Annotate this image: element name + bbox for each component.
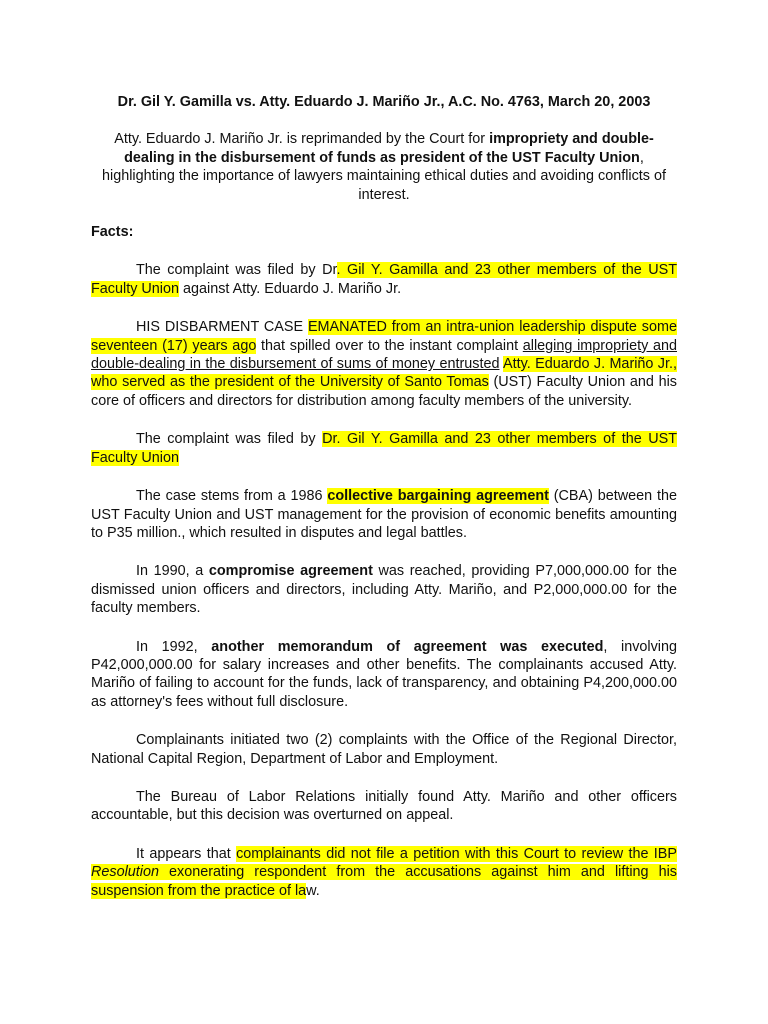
underlined-text: alleging impropriety and double-dealing in the disbursement of sums of money entrusted [91,337,677,373]
text-run: (UST) Faculty Union and his core of officers and directors for distribution among faculty members of the university. [91,374,677,409]
highlighted-text: EMANATED from an intra-union leadership dispute some seventeen (17) years ago [91,319,677,354]
text-run: In 1992, [136,638,212,655]
text-run: HIS DISBARMENT CASE [136,319,308,336]
highlighted-text: exonerating respondent from the accusations against him and lifting his suspension from the practice of la [91,864,677,899]
fact-paragraph-1 [91,261,677,298]
summary-text: Atty. Eduardo J. Mariño Jr. is reprimanded by the Court for [114,131,490,148]
fact-paragraph-6 [91,638,677,712]
text-run: In 1990, a [136,563,209,580]
text-run: The case stems from a 1986 [136,488,328,505]
fact-paragraph-5 [91,562,677,617]
text-run: was reached, providing P7,000,000.00 for the dismissed union officers and directors, including Atty. Mariño, and P2,000,000.00 for the faculty members. [91,563,678,617]
facts-heading: Facts: [91,224,134,241]
text-run: against Atty. Eduardo J. Mariño Jr. [178,280,402,297]
fact-paragraph-4 [91,487,677,542]
highlighted-text: Dr. Gil Y. Gamilla and 23 other members of the UST Faculty Union [91,431,677,466]
fact-paragraph-9 [91,845,677,900]
text-run: that spilled over to the instant complaint [256,337,523,354]
highlighted-italic-text: Resolution [91,864,159,881]
text-run: , involving P42,000,000.00 for salary increases and other benefits. The complainants accused Atty. Mariño of failing to account for the funds, lack of transparency, and obtaining P4,200,000.00 as attorney's fees without full disclosure. [91,638,678,710]
fact-paragraph-7: Complainants initiated two (2) complaints with the Office of the Regional Director, National Capital Region, Department of Labor and Employment. [91,732,677,767]
summary-text-end: , highlighting the importance of lawyers maintaining ethical duties and avoiding conflicts of interest. [102,149,666,203]
document-body [91,93,677,900]
case-title: Dr. Gil Y. Gamilla vs. Atty. Eduardo J. Mariño Jr., A.C. No. 4763, March 20, 2003 [117,94,651,110]
fact-paragraph-3 [91,430,677,467]
highlighted-text: complainants did not file a petition with this Court to review the IBP [236,845,678,862]
summary-bold-text: impropriety and double-dealing in the disbursement of funds as president of the UST Faculty Union [124,131,654,166]
bold-text: compromise agreement [208,563,373,580]
fact-paragraph-8: The Bureau of Labor Relations initially found Atty. Mariño and other officers accountable, but this decision was overturned on appeal. [91,788,677,824]
highlighted-text: . Gil Y. Gamilla and 23 other members of the UST Faculty Union [91,262,677,297]
highlighted-bold-text: collective bargaining agreement [327,488,549,505]
text-run: The complaint was filed by [136,431,323,448]
fact-paragraph-2 [91,318,677,410]
text-run: w. [306,882,320,899]
text-run: It appears that [136,845,237,862]
text-run: The complaint was filed by Dr [136,262,337,279]
bold-text: another memorandum of agreement was executed [211,638,604,655]
text-run: (CBA) between the UST Faculty Union and UST management for the provision of economic benefits amounting to P35 million., which resulted in disputes and legal battles. [91,488,677,541]
case-summary [91,130,677,204]
highlighted-text: Atty. Eduardo J. Mariño Jr., who served as the president of the University of Santo Tomas [91,356,677,391]
